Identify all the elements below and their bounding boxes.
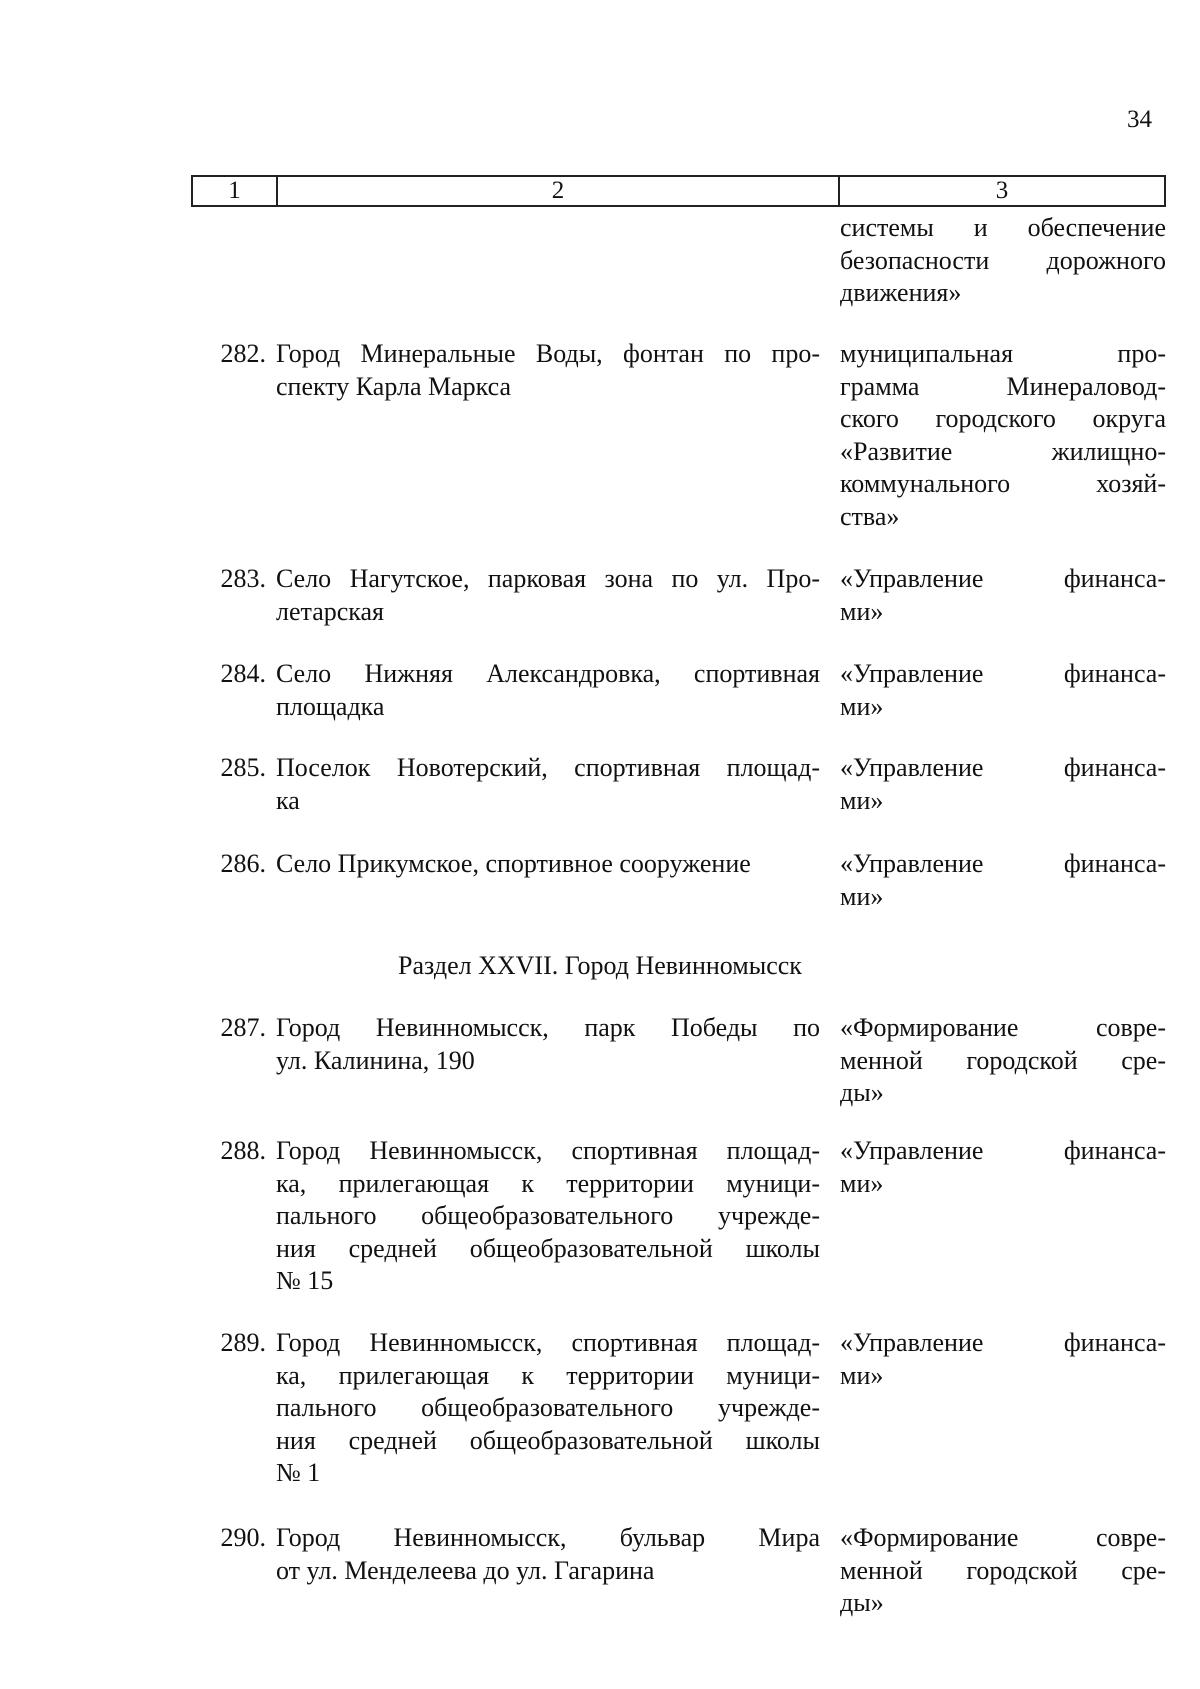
program-line: ми» bbox=[840, 691, 884, 721]
row-program bbox=[838, 212, 1166, 310]
object-line: ул. Калинина, 190 bbox=[276, 1045, 475, 1075]
object-line: Село Нижняя Александровка, спортивная bbox=[276, 659, 820, 688]
program-line: коммунального хозяй- bbox=[840, 469, 1166, 498]
program-line: системы и обеспечение bbox=[840, 213, 1166, 242]
object-line: Город Невинномысск, спортивная площад- bbox=[276, 1136, 820, 1165]
row-object bbox=[276, 338, 838, 533]
object-line: ния средней общеобразовательной школы bbox=[276, 1233, 820, 1263]
program-line: ми» bbox=[840, 785, 884, 815]
object-line: от ул. Менделеева до ул. Гагарина bbox=[276, 1555, 655, 1585]
row-number: 282. bbox=[220, 339, 266, 368]
program-line: «Формирование совре- bbox=[840, 1013, 1166, 1042]
program-line: муниципальная про- bbox=[840, 339, 1166, 368]
object-line: ка, прилегающая к территории муници- bbox=[276, 1168, 820, 1198]
column-header-3: 3 bbox=[995, 177, 1009, 204]
program-line: «Развитие жилищно- bbox=[840, 436, 1166, 466]
program-line: «Формирование совре- bbox=[840, 1523, 1166, 1552]
row-number: 285. bbox=[220, 753, 266, 782]
object-line: ка bbox=[276, 785, 300, 815]
object-line: ния средней общеобразовательной школы bbox=[276, 1425, 820, 1455]
row-program bbox=[838, 338, 1166, 533]
program-line: ми» bbox=[840, 596, 884, 626]
row-program bbox=[838, 1012, 1166, 1110]
row-program bbox=[838, 1327, 1166, 1490]
object-line: Село Нагутское, парковая зона по ул. Про- bbox=[276, 564, 820, 593]
program-line: «Управление финанса- bbox=[840, 753, 1166, 782]
table-row bbox=[191, 1522, 1166, 1620]
table-header bbox=[191, 175, 1166, 207]
table-row bbox=[191, 1135, 1166, 1298]
row-object bbox=[276, 1012, 838, 1110]
row-program bbox=[838, 1522, 1166, 1620]
program-line: «Управление финанса- bbox=[840, 1136, 1166, 1165]
program-line: ского городского округа bbox=[840, 404, 1166, 433]
program-line: безопасности дорожного bbox=[840, 245, 1166, 275]
table-row-continuation bbox=[191, 212, 1166, 310]
program-line: ства» bbox=[840, 501, 900, 531]
object-line: № 1 bbox=[276, 1458, 321, 1487]
row-number bbox=[191, 212, 276, 310]
program-line: ми» bbox=[840, 1168, 884, 1198]
row-program bbox=[838, 563, 1166, 628]
object-line: Поселок Новотерский, спортивная площад- bbox=[276, 753, 820, 782]
row-object bbox=[276, 1135, 838, 1298]
row-program bbox=[838, 1135, 1166, 1298]
row-program bbox=[838, 658, 1166, 723]
table-row bbox=[191, 1012, 1166, 1110]
program-line: ды» bbox=[840, 1588, 884, 1617]
object-line: пального общеобразовательного учрежде- bbox=[276, 1201, 820, 1230]
row-number: 288. bbox=[220, 1136, 266, 1165]
table-row bbox=[191, 752, 1166, 817]
table-row bbox=[191, 1327, 1166, 1490]
row-object bbox=[276, 563, 838, 628]
row-number: 287. bbox=[220, 1013, 266, 1042]
object-line: № 15 bbox=[276, 1266, 334, 1295]
table-row bbox=[191, 338, 1166, 533]
column-header-1: 1 bbox=[193, 177, 278, 205]
program-line: ды» bbox=[840, 1078, 884, 1107]
program-line: «Управление финанса- bbox=[840, 849, 1166, 878]
row-number: 286. bbox=[220, 849, 266, 878]
row-number: 289. bbox=[220, 1328, 266, 1357]
object-line: ка, прилегающая к территории муници- bbox=[276, 1360, 820, 1390]
row-object bbox=[276, 658, 838, 723]
row-number: 290. bbox=[220, 1523, 266, 1552]
object-line: Город Невинномысск, бульвар Мира bbox=[276, 1523, 820, 1552]
program-line: «Управление финанса- bbox=[840, 1328, 1166, 1357]
object-line: спекту Карла Маркса bbox=[276, 371, 512, 401]
program-line: менной городской сре- bbox=[840, 1045, 1166, 1075]
program-line: ми» bbox=[840, 881, 884, 911]
table-row bbox=[191, 563, 1166, 628]
column-header-2: 2 bbox=[278, 177, 840, 205]
object-line: Город Невинномысск, спортивная площад- bbox=[276, 1328, 820, 1357]
section-title: Раздел XXVII. Город Невинномысск bbox=[398, 951, 802, 980]
row-number: 283. bbox=[220, 564, 266, 593]
object-line: летарская bbox=[276, 596, 385, 626]
row-object bbox=[276, 848, 838, 913]
object-line: Город Минеральные Воды, фонтан по про- bbox=[276, 339, 820, 368]
object-line: площадка bbox=[276, 691, 385, 721]
row-object bbox=[276, 1522, 838, 1620]
program-line: движения» bbox=[840, 278, 962, 307]
program-line: «Управление финанса- bbox=[840, 659, 1166, 688]
table-row bbox=[191, 658, 1166, 723]
program-line: менной городской сре- bbox=[840, 1555, 1166, 1585]
row-object bbox=[276, 752, 838, 817]
row-object bbox=[276, 212, 838, 310]
program-line: грамма Минераловод- bbox=[840, 371, 1166, 401]
program-line: ми» bbox=[840, 1360, 884, 1390]
page-number: 34 bbox=[1127, 106, 1152, 133]
row-program bbox=[838, 752, 1166, 817]
row-program bbox=[838, 848, 1166, 913]
table-row bbox=[191, 848, 1166, 913]
row-object bbox=[276, 1327, 838, 1490]
program-line: «Управление финанса- bbox=[840, 564, 1166, 593]
object-line: пального общеобразовательного учрежде- bbox=[276, 1393, 820, 1422]
object-line: Село Прикумское, спортивное сооружение bbox=[276, 849, 751, 878]
row-number: 284. bbox=[220, 659, 266, 688]
object-line: Город Невинномысск, парк Победы по bbox=[276, 1013, 820, 1042]
